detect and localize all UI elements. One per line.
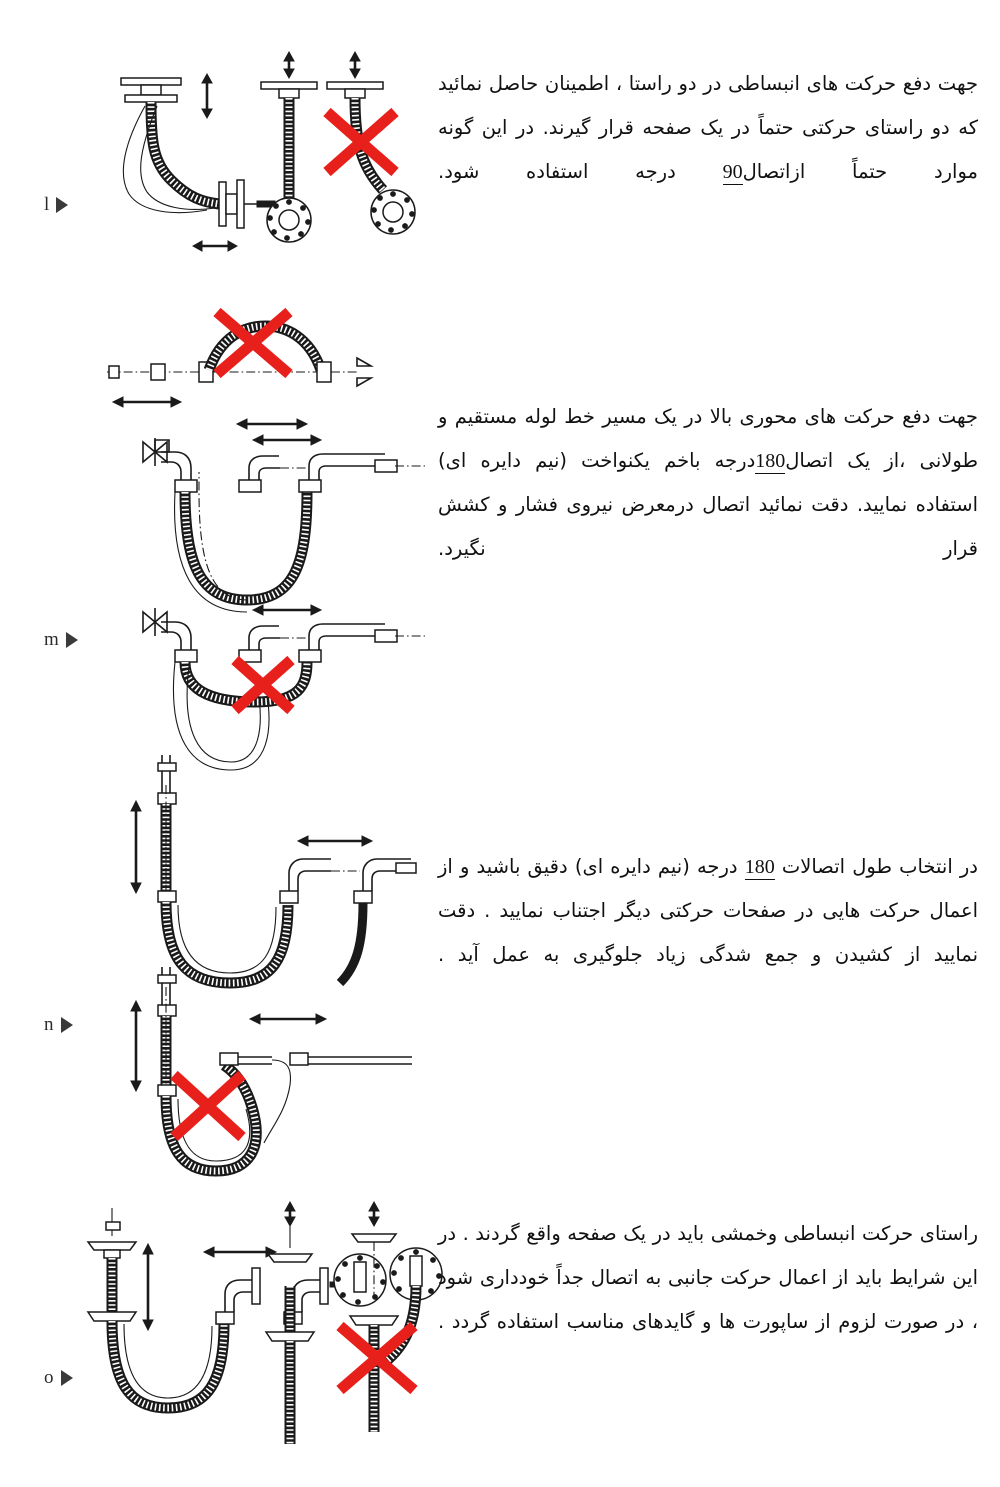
section-marker-o	[44, 1368, 73, 1387]
movement-arrow-top-right	[237, 419, 307, 429]
incorrect-length-assembly	[131, 967, 412, 1171]
section-n-paragraph	[438, 845, 978, 977]
vertical-movement-arrow-n-top	[131, 801, 141, 893]
section-marker-letter-l: l	[44, 194, 50, 215]
correct-length-assembly	[131, 755, 416, 983]
incorrect-out-of-plane-assembly	[340, 1202, 442, 1432]
vertical-movement-arrow-l	[202, 74, 212, 118]
vertical-movement-arrow-n-bottom	[131, 1001, 141, 1091]
vertical-movement-arrow-middle	[284, 52, 294, 78]
correct-flanged-u-assembly	[88, 1208, 352, 1408]
incorrect-x-mark-n	[174, 1075, 242, 1137]
vertical-movement-arrow-o-left	[143, 1244, 153, 1330]
section-l-text: جهت دفع حرکت های انبساطی در دو راستا ، اطمینان حاصل نمائید که دو راستای حرکتی حتماً در یک صفحه قرار گیرند. در این گونه موارد حتماً ازاتصال90 درجه استفاده شود.	[438, 72, 978, 183]
section-l	[0, 40, 1000, 290]
section-o	[0, 1190, 1000, 1480]
horizontal-movement-arrow-n-top	[298, 836, 372, 846]
section-m-text: جهت دفع حرکت های محوری بالا در یک مسیر خط لوله مستقیم و طولانی ،از یک اتصال180درجه باخم یکنواخت (نیم دایره ای) استفاده نمایید. دقت نمائید اتصال درمعرض نیروی فشار و کشش قرار نگیرد.	[438, 405, 979, 560]
movement-arrow-top-left	[113, 397, 181, 407]
vertical-movement-arrow-o-right	[369, 1202, 379, 1226]
underlined-degree-value: 180	[744, 856, 775, 878]
horizontal-movement-arrow-l	[193, 241, 237, 251]
one-eighty-degree-uniform-bend-diagram	[95, 300, 435, 680]
section-m-paragraph	[438, 395, 978, 571]
section-marker-m	[44, 630, 78, 649]
correct-u-loop-installation	[143, 435, 425, 612]
section-marker-letter-n: n	[44, 1014, 54, 1035]
section-m	[0, 295, 1000, 695]
underlined-degree-value: 180	[755, 450, 786, 472]
section-o-text: راستای حرکت انبساطی وخمشی باید در یک صفحه واقع گردند . در این شرایط باید از اعمال حرکت جانبی به اتصال جداً خودداری شود ، در صورت لزوم از ساپورت ها و گایدهای مناسب استفاده گردد .	[438, 1222, 978, 1333]
section-marker-n	[44, 1015, 73, 1034]
ninety-degree-connection-diagram	[95, 50, 435, 260]
section-n-text: در انتخاب طول اتصالات 180 درجه (نیم دایره ای) دقیق باشید و از اعمال حرکت هایی در صفحات حرکتی دیگر اجتناب نمایید . دقت نمایید از کشیدن و جمع شدگی زیاد جلوگیری به عمل آید .	[438, 855, 978, 966]
horizontal-movement-arrow-n-bottom	[250, 1014, 326, 1024]
triangle-pointer-icon	[61, 1017, 73, 1033]
flange-top-left	[121, 78, 181, 102]
triangle-pointer-icon	[61, 1370, 73, 1386]
hose-length-selection-diagram	[120, 745, 420, 1145]
section-l-paragraph	[438, 62, 978, 194]
section-n	[0, 735, 1000, 1155]
incorrect-arch-installation	[107, 312, 371, 429]
triangle-pointer-icon	[66, 632, 78, 648]
section-marker-letter-o: o	[44, 1367, 54, 1388]
section-marker-l	[44, 195, 68, 214]
underlined-degree-value: 90	[722, 161, 743, 183]
movement-arrow-middle	[253, 435, 321, 445]
incorrect-skewed-assembly	[327, 52, 415, 234]
section-o-paragraph	[438, 1212, 978, 1344]
vertical-movement-arrow-right	[350, 52, 360, 78]
correct-vertical-assembly	[261, 52, 317, 242]
horizontal-movement-arrow-o	[204, 1247, 276, 1257]
movement-arrow-bottom	[253, 605, 321, 615]
vertical-movement-arrow-o-middle	[285, 1202, 295, 1226]
triangle-pointer-icon	[56, 197, 68, 213]
section-marker-letter-m: m	[44, 629, 59, 650]
expansion-and-bending-plane-diagram	[72, 1200, 432, 1450]
